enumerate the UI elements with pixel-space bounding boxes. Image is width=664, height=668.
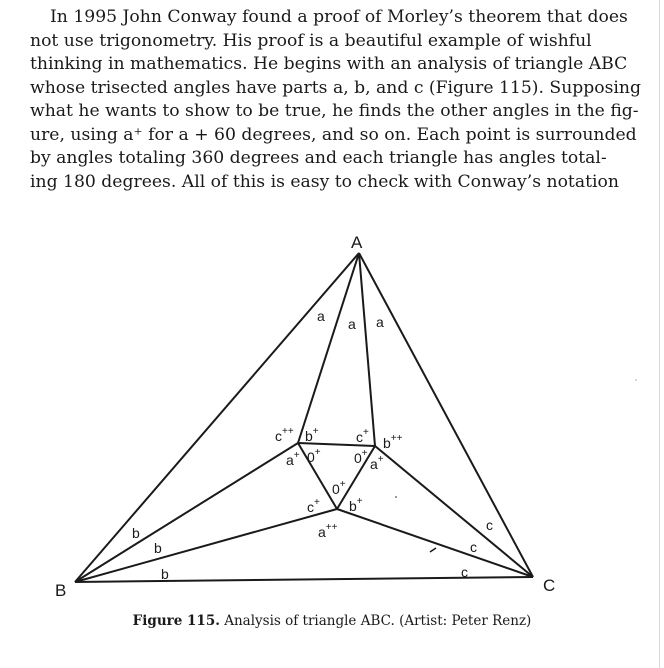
angle-label-c: c	[486, 517, 493, 533]
vertex-label-a: A	[351, 233, 363, 252]
angle-label-b-plus	[349, 496, 363, 514]
angle-label-a: a	[348, 316, 356, 332]
paragraph-line: what he wants to show to be true, he finds the other angles in the fig-	[30, 101, 639, 121]
angle-label-b-plus	[305, 426, 319, 444]
angle-label-c-plus	[356, 427, 369, 445]
angle-base: b	[349, 498, 357, 514]
trisector-c-2	[337, 509, 533, 577]
angle-base: 0	[332, 481, 340, 497]
angle-label-c-plusplus	[275, 426, 294, 444]
angle-label-c: c	[461, 564, 468, 580]
paragraph-line: ing 180 degrees. All of this is easy to check with Conway’s notation	[30, 171, 619, 192]
angle-base: a	[286, 452, 294, 468]
angle-label-a-plus	[370, 454, 384, 472]
trisector-c-1	[375, 446, 533, 577]
paragraph-line: whose trisected angles have parts a, b, and c (Figure 115). Supposing	[30, 77, 642, 98]
figure-caption	[0, 613, 664, 629]
paragraph-line: thinking in mathematics. He begins with an analysis of triangle ABC	[30, 54, 628, 74]
angle-superscript: +	[339, 479, 346, 490]
angle-superscript: +	[361, 448, 368, 459]
paragraph-line: by angles totaling 360 degrees and each triangle has angles total-	[30, 148, 607, 168]
angle-superscript: ++	[390, 433, 403, 444]
angle-label-a: a	[376, 314, 384, 330]
scan-mark	[430, 548, 436, 552]
angle-label-b: b	[161, 566, 169, 582]
angle-superscript: +	[314, 447, 321, 458]
caption-text: Analysis of triangle ABC. (Artist: Peter Renz)	[224, 613, 532, 629]
angle-superscript: +	[356, 496, 363, 507]
vertex-label-b: B	[55, 581, 67, 600]
scan-dot	[395, 496, 397, 498]
angle-label-b: b	[132, 525, 140, 541]
caption-label: Figure 115.	[132, 613, 220, 629]
trisector-b-2	[75, 509, 337, 582]
angle-label-a-plusplus	[318, 522, 338, 540]
paragraph-line: In 1995 John Conway found a proof of Morley’s theorem that does	[50, 7, 628, 27]
angle-superscript: +	[363, 427, 369, 438]
angle-base: c	[356, 429, 363, 445]
trisector-a-2	[359, 253, 375, 446]
angle-superscript: ++	[325, 522, 338, 533]
angle-label-b-plusplus	[383, 433, 403, 451]
angle-superscript: +	[293, 450, 300, 461]
paragraph-line: not use trigonometry. His proof is a beautiful example of wishful	[30, 30, 592, 51]
angle-label-b: b	[154, 540, 162, 556]
angle-base: c	[307, 499, 314, 515]
angle-label-a-plus	[286, 450, 300, 468]
side-ac	[356, 253, 533, 577]
angle-base: b	[305, 428, 313, 444]
angle-superscript: +	[312, 426, 319, 437]
side-ab	[75, 253, 359, 582]
angle-superscript: +	[314, 497, 320, 508]
angle-label-c: c	[470, 539, 477, 555]
angle-base: c	[275, 428, 282, 444]
angle-label-c-plus	[307, 497, 320, 515]
vertex-label-c: C	[543, 576, 556, 595]
angle-label-zero-plus	[332, 479, 346, 497]
trisector-b-1	[75, 443, 298, 582]
angle-base: b	[383, 435, 391, 451]
angle-base: 0	[354, 450, 362, 466]
angle-label-zero-plus	[307, 447, 321, 465]
angle-base: 0	[307, 449, 315, 465]
angle-base: a	[370, 456, 378, 472]
angle-superscript: ++	[282, 426, 294, 437]
angle-label-a: a	[317, 308, 325, 324]
paragraph-line: ure, using a⁺ for a + 60 degrees, and so on. Each point is surrounded	[30, 124, 637, 145]
angle-base: a	[318, 524, 326, 540]
angle-superscript: +	[377, 454, 384, 465]
scan-dot	[635, 379, 636, 380]
trisector-a-1	[298, 253, 359, 443]
